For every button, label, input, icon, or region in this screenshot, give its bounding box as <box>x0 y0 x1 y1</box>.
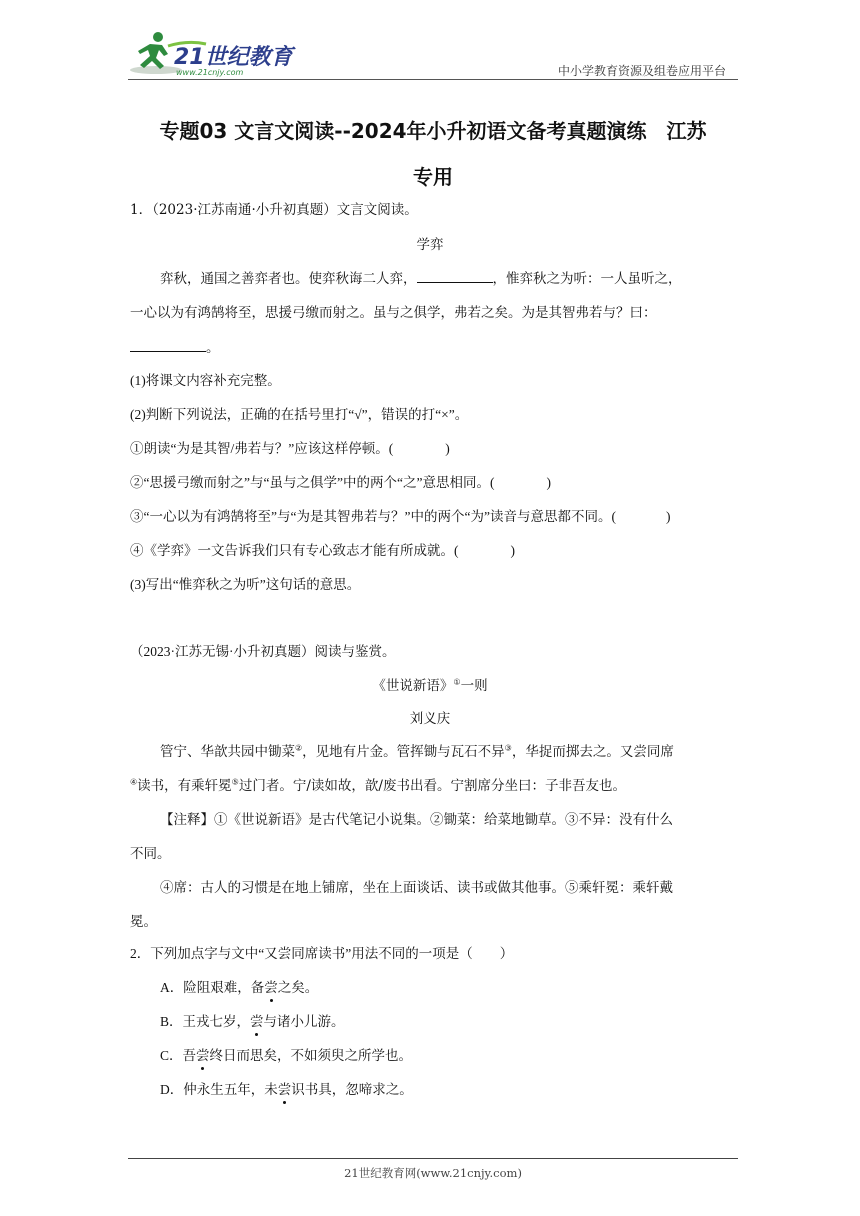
q2-passage-title <box>130 676 730 696</box>
q2-p1-a: 管宁、华歆共园中锄菜 <box>160 744 295 760</box>
opt-d-text-1: D．仲永生五年，未 <box>160 1082 278 1097</box>
q1-statement-4 <box>130 541 730 561</box>
q1-blank-2[interactable] <box>130 337 206 352</box>
q2-p2-a: 读书，有乘轩冕 <box>137 778 232 794</box>
platform-label: 中小学教育资源及组卷应用平台 <box>557 64 726 78</box>
q1-statement-2 <box>130 473 730 493</box>
q2-p1-c: ，华捉而掷去之。又尝同席 <box>511 744 674 760</box>
q1-s1-close: ) <box>445 441 450 456</box>
svg-text:www.21cnjy.com: www.21cnjy.com <box>176 68 244 77</box>
opt-b-text-2: 与诸小儿游。 <box>263 1014 345 1029</box>
q1-s2-text: ②“思援弓缴而射之”与“虽与之俱学”中的两个“之”意思相同。( <box>130 475 495 490</box>
q1-statement-3 <box>130 507 730 527</box>
header-divider <box>128 79 738 80</box>
q1-line1-a: 弈秋，通国之善弈者也。使弈秋诲二人弈， <box>160 271 417 287</box>
q2-note-1-end: 不同。 <box>130 846 171 862</box>
q2-note-2-end: 冕。 <box>130 914 157 930</box>
q1-intro: 1．（2023·江苏南通·小升初真题）文言文阅读。 <box>130 202 418 218</box>
q1-sub-3: (3)写出“惟弈秋之为听”这句话的意思。 <box>130 577 361 592</box>
q2-option-d[interactable] <box>130 1080 730 1100</box>
q1-passage-line-1 <box>130 268 730 289</box>
q1-line3-end: 。 <box>206 340 220 356</box>
title-line-1: 专题03 文言文阅读--2024年小升初语文备考真题演练 江苏 <box>159 119 707 143</box>
q1-statement-1 <box>130 439 730 459</box>
document-title <box>128 108 738 200</box>
opt-a-text-1: A．险阻艰难，备 <box>160 980 265 995</box>
q1-passage-line-2: 一心以为有鸿鹄将至，思援弓缴而射之。虽与之俱学，弗若之矣。为是其智弗若与？曰： <box>130 305 657 321</box>
q2-p1-sup2: ③ <box>504 743 512 753</box>
opt-d-dotted-char: 尝 <box>278 1080 292 1100</box>
q2-option-c[interactable] <box>130 1046 730 1066</box>
opt-b-text-1: B．王戎七岁， <box>160 1014 251 1029</box>
q2-p2-sup2: ⑤ <box>231 777 239 787</box>
q1-s4-text: ④《学弈》一文告诉我们只有专心致志才能有所成就。( <box>130 543 459 558</box>
q1-s3-text: ③“一心以为有鸿鹄将至”与“为是其智弗若与？”中的两个“为”读音与意思都不同。( <box>130 509 616 524</box>
opt-c-dotted-char: 尝 <box>196 1046 210 1066</box>
footer-text[interactable]: 21世纪教育网(www.21cnjy.com) <box>344 1166 522 1180</box>
q1-passage-line-3 <box>130 337 730 358</box>
opt-b-dotted-char: 尝 <box>250 1012 264 1032</box>
q1-passage-title: 学弈 <box>416 237 444 253</box>
q1-s1-text: ①朗读“为是其智/弗若与？”应该这样停顿。( <box>130 441 394 456</box>
q1-line1-b: ，惟弈秋之为听：一人虽听之， <box>492 271 682 287</box>
opt-a-dotted-char: 尝 <box>264 978 278 998</box>
q2-p1-b: ，见地有片金。管挥锄与瓦石不异 <box>302 744 505 760</box>
q1-sub-1: (1)将课文内容补充完整。 <box>130 373 281 388</box>
q2-question: 2．下列加点字与文中“又尝同席读书”用法不同的一项是（ ） <box>130 946 514 961</box>
q1-s3-close: ) <box>665 509 671 524</box>
svg-text:21世纪教育: 21世纪教育 <box>174 45 293 70</box>
q2-title-sup: ① <box>453 677 461 687</box>
q2-note-1: 【注释】①《世说新语》是古代笔记小说集。②锄菜：给菜地锄草。③不异：没有什么 <box>160 812 673 828</box>
q2-passage-line-2 <box>130 776 730 796</box>
footer-divider <box>128 1158 738 1159</box>
title-line-2: 专用 <box>413 165 453 189</box>
opt-d-text-2: 识书具，忽啼求之。 <box>291 1082 413 1097</box>
q1-s2-close: ) <box>546 475 551 490</box>
q1-s4-close: ) <box>510 543 515 558</box>
q2-note-2: ④席：古人的习惯是在地上铺席，坐在上面谈话、读书或做其他事。⑤乘轩冕：乘轩戴 <box>160 880 673 896</box>
q2-title-rest: 一则 <box>460 678 488 694</box>
q2-option-a[interactable] <box>130 978 730 998</box>
q2-p2-sup: ④ <box>130 777 138 787</box>
opt-c-text-2: 终日而思矣，不如须臾之所学也。 <box>209 1048 413 1063</box>
q1-sub-2: (2)判断下列说法，正确的在括号里打“√”，错误的打“×”。 <box>130 407 469 422</box>
q2-p1-sup1: ② <box>295 743 303 753</box>
q2-option-b[interactable] <box>130 1012 730 1032</box>
q2-intro: （2023·江苏无锡·小升初真题）阅读与鉴赏。 <box>130 644 396 659</box>
opt-a-text-2: 之矣。 <box>277 980 319 995</box>
page-header <box>128 28 738 80</box>
q2-title-book: 《世说新语》 <box>372 678 454 694</box>
q1-blank-1[interactable] <box>417 268 493 283</box>
site-logo[interactable] <box>128 28 298 78</box>
q2-passage-line-1 <box>130 742 730 762</box>
q2-author: 刘义庆 <box>409 711 451 727</box>
runner-logo-icon <box>128 28 298 78</box>
q2-p2-b: 过门者。宁/读如故，歆/废书出看。宁割席分坐曰：子非吾友也。 <box>238 778 626 794</box>
opt-c-text-1: C．吾 <box>160 1048 197 1063</box>
